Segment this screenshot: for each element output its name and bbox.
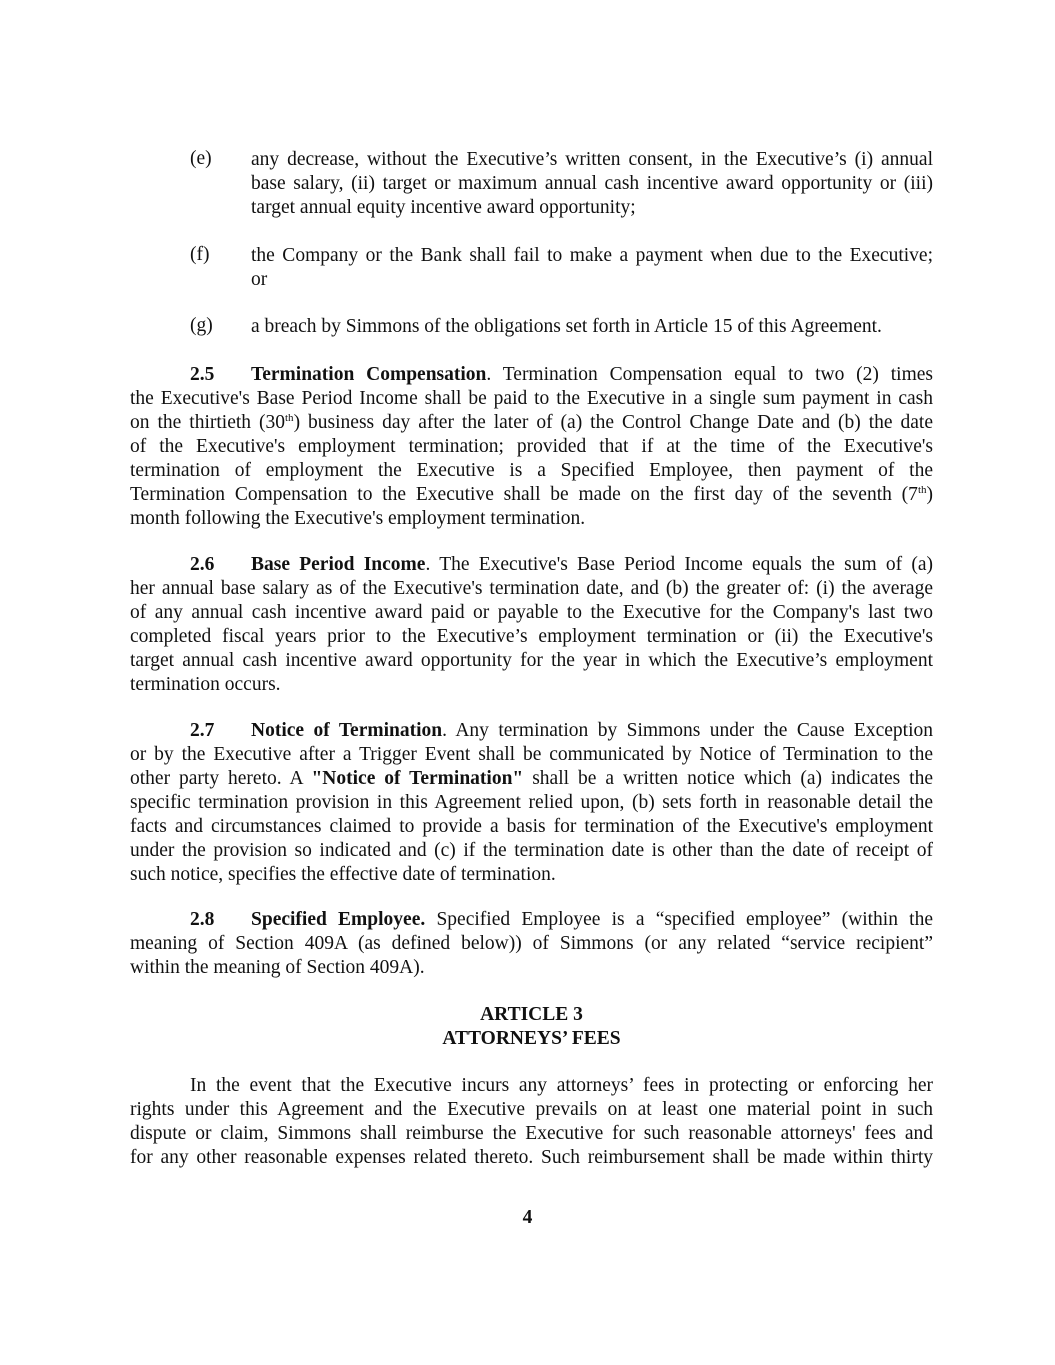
text-line: [130, 1098, 933, 1122]
text-segment: specific termination provision in this Agreement relied upon, (b) sets forth in reasonable detail the: [130, 792, 933, 813]
text-line: [130, 387, 933, 411]
text-segment: In the event that the Executive incurs any attorneys’ fees in protecting or enforcing her: [190, 1075, 933, 1096]
text-line: [130, 459, 933, 483]
text-segment: Specified Employee is a “specified employee” (within the: [425, 909, 933, 930]
text-line: [251, 268, 933, 292]
text-line: [130, 435, 933, 459]
section-number: 2.8: [190, 909, 215, 930]
text-line: [130, 1074, 933, 1098]
text-line: [130, 483, 933, 507]
bold-heading: Notice of Termination: [251, 720, 443, 741]
text-line: [130, 649, 933, 673]
indent: [130, 363, 190, 387]
text-segment: ) business day after the later of (a) the Control Change Date and (b) the date: [293, 412, 933, 433]
line-text: [190, 1074, 933, 1098]
indent: [130, 1074, 190, 1098]
indent: [130, 908, 190, 932]
text-line: [130, 363, 933, 387]
text-segment: facts and circumstances claimed to provide a basis for termination of the Executive's employment: [130, 816, 933, 837]
text-lines: [251, 148, 933, 220]
list-item: [190, 244, 933, 292]
list-item-label: (f): [190, 244, 210, 265]
text-segment: Termination Compensation to the Executive shall be made on the first day of the seventh (7: [130, 484, 918, 505]
text-lines: [130, 719, 933, 887]
text-lines: [251, 244, 933, 292]
text-line: [130, 863, 933, 887]
text-segment: her annual base salary as of the Executive's termination date, and (b) the greater of: (i) the average: [130, 578, 933, 599]
text-line: [130, 577, 933, 601]
bold-heading: Base Period Income: [251, 554, 426, 575]
bold-heading: Specified Employee.: [251, 909, 426, 930]
line-text: [251, 719, 933, 743]
section-paragraph: [130, 553, 933, 697]
text-segment: base salary, (ii) target or maximum annual cash incentive award opportunity or (iii): [251, 173, 933, 194]
text-segment: month following the Executive's employment termination.: [130, 508, 586, 529]
text-line: [130, 815, 933, 839]
text-segment: such notice, specifies the effective date of termination.: [130, 864, 556, 885]
text-segment: ATTORNEYS’ FEES: [442, 1028, 621, 1049]
text-segment: ARTICLE 3: [480, 1004, 583, 1025]
text-line: [130, 1027, 933, 1051]
page-number: 4: [522, 1207, 533, 1228]
text-line: [130, 932, 933, 956]
text-segment: dispute or claim, Simmons shall reimburse the Executive for such reasonable attorneys' fees and: [130, 1123, 933, 1144]
text-line: [130, 507, 933, 531]
text-line: [130, 908, 933, 932]
text-lines: [130, 553, 933, 697]
list-item: [190, 148, 933, 220]
text-segment: . Any termination by Simmons under the Cause Exception: [442, 720, 933, 741]
text-line: [130, 1146, 933, 1170]
text-segment: on the thirtieth (30: [130, 412, 285, 433]
text-segment: within the meaning of Section 409A).: [130, 957, 425, 978]
text-segment: for any other reasonable expenses related thereto. Such reimbursement shall be made within thirty: [130, 1147, 933, 1168]
text-segment: or: [251, 269, 268, 290]
text-segment: any decrease, without the Executive’s written consent, in the Executive’s (i) annual: [251, 149, 933, 170]
text-segment: rights under this Agreement and the Executive prevails on at least one material point in such: [130, 1099, 933, 1120]
text-lines: [251, 315, 933, 339]
bold-heading: Termination Compensation: [251, 364, 487, 385]
line-text: [251, 553, 933, 577]
section-paragraph: [130, 719, 933, 887]
text-segment: ): [926, 484, 933, 505]
text-segment: under the provision so indicated and (c) if the termination date is other than the date of receipt of: [130, 840, 933, 861]
text-line: [130, 743, 933, 767]
text-line: [251, 148, 933, 172]
ordinal-superscript: th: [917, 484, 927, 496]
text-lines: [130, 363, 933, 531]
list-item-label: (g): [190, 315, 213, 336]
text-segment: termination occurs.: [130, 674, 281, 695]
text-segment: . The Executive's Base Period Income equals the sum of (a): [425, 554, 933, 575]
text-segment: of any annual cash incentive award paid or payable to the Executive for the Company's last two: [130, 602, 933, 623]
text-line: [130, 767, 933, 791]
text-segment: termination of employment the Executive is a Specified Employee, then payment of the: [130, 460, 933, 481]
text-segment: completed fiscal years prior to the Executive’s employment termination or (ii) the Executive's: [130, 626, 933, 647]
text-line: [251, 172, 933, 196]
text-line: [130, 956, 933, 980]
text-segment: the Executive's Base Period Income shall be paid to the Executive in a single sum payment in cash: [130, 388, 933, 409]
text-line: [130, 411, 933, 435]
section-paragraph: [130, 363, 933, 531]
text-lines: [130, 1074, 933, 1170]
text-segment: . Termination Compensation equal to two (2) times: [486, 364, 933, 385]
text-segment: the Company or the Bank shall fail to make a payment when due to the Executive;: [251, 245, 933, 266]
text-segment: a breach by Simmons of the obligations set forth in Article 15 of this Agreement.: [251, 316, 882, 337]
indent: [130, 553, 190, 577]
text-line: [130, 1122, 933, 1146]
ordinal-superscript: th: [285, 412, 294, 424]
list-item-label: (e): [190, 148, 212, 169]
section-number: 2.7: [190, 720, 215, 741]
text-line: [130, 791, 933, 815]
text-line: [130, 553, 933, 577]
text-segment: target annual cash incentive award opportunity for the year in which the Executive’s employment: [130, 650, 933, 671]
section-paragraph: [130, 908, 933, 980]
text-lines: [130, 908, 933, 980]
section-number: 2.5: [190, 364, 215, 385]
line-text: [251, 908, 933, 932]
section-paragraph: [130, 1074, 933, 1170]
text-segment: shall be a written notice which (a) indicates the: [523, 768, 933, 789]
text-segment: meaning of Section 409A (as defined below)) of Simmons (or any related “service recipient”: [130, 933, 933, 954]
text-line: [251, 315, 933, 339]
text-segment: other party hereto. A: [130, 768, 312, 789]
indent: [130, 719, 190, 743]
text-lines: [130, 1003, 933, 1051]
line-text: [251, 363, 933, 387]
list-item: [190, 315, 933, 339]
text-line: [130, 1003, 933, 1027]
bold-heading: "Notice of Termination": [311, 768, 524, 789]
article-heading: [130, 1003, 933, 1051]
text-segment: of the Executive's employment termination; provided that if at the time of the Executive's: [130, 436, 933, 457]
text-line: [130, 601, 933, 625]
text-segment: or by the Executive after a Trigger Event shall be communicated by Notice of Termination to the: [130, 744, 933, 765]
text-line: [251, 244, 933, 268]
text-segment: target annual equity incentive award opportunity;: [251, 197, 636, 218]
text-line: [130, 673, 933, 697]
section-number: 2.6: [190, 554, 215, 575]
text-line: [130, 625, 933, 649]
text-line: [130, 719, 933, 743]
text-line: [130, 839, 933, 863]
text-line: [251, 196, 933, 220]
